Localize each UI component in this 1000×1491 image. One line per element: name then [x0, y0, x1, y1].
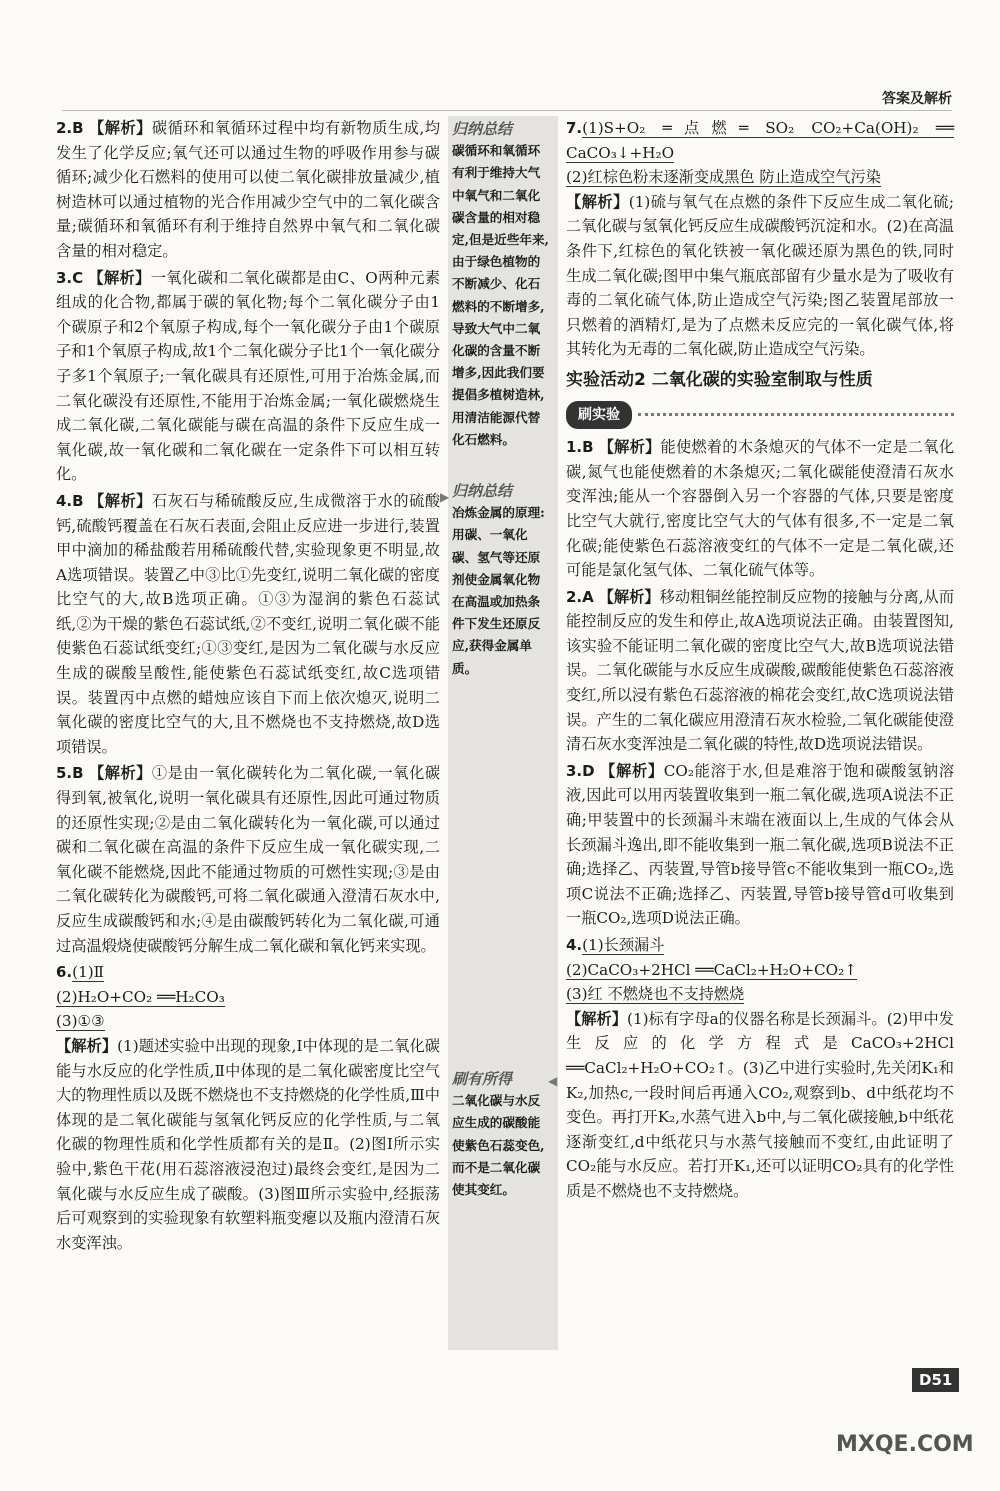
dotted-divider — [638, 413, 954, 416]
answer-6 — [56, 960, 440, 1255]
answer-4 — [56, 489, 440, 760]
pointer-arrow-icon: ◀ — [548, 1074, 558, 1088]
analysis-text: (1)题述实验中出现的现象,Ⅰ中体现的是二氧化碳能与水反应的化学性质,Ⅱ中体现的是二氧化碳密度比空气大的物理性质以及既不燃烧也不支持燃烧的化学性质,Ⅲ中体现的是二氧化碳能与氢氧化钙反应的化学性质,与二氧化碳的物理性质和化学性质都有关的是Ⅱ。(2)图Ⅰ所示实验中,紫色干花(用石蕊溶液浸泡过)最终会变红,是因为二氧化碳与水反应生成了碳酸。(3)图Ⅲ所示实验中,经振荡后可观察到的实验现象有软塑料瓶变瘪以及瓶内澄清石灰水变浑浊。 — [56, 1036, 440, 1252]
lab-answer-4 — [566, 933, 954, 1204]
analysis-text: 能使燃着的木条熄灭的气体不一定是二氧化碳,氮气也能使燃着的木条熄灭;二氧化碳能使澄清石灰水变浑浊;能从一个容器倒入另一个容器的气体,只要是密度比空气大就行,密度比空气大的气体有很多,不一定是二氧化碳;能使紫色石蕊溶液变红的气体不一定是二氧化碳,还可能是氯化氢气体、二氧化硫气体等。 — [566, 438, 955, 580]
tip-summary-1 — [452, 118, 552, 451]
analysis-text: (1)标有字母a的仪器名称是长颈漏斗。(2)甲中发生反应的化学方程式是CaCO₃+2HCl ══CaCl₂+H₂O+CO₂↑。(3)乙中进行实验时,先关闭K₁和K₂,加热c,一段时间后再通入CO₂,观察到b、d中纸花均不变色。再打开K₂,水蒸气进入b中,与二氧化碳接触,b中纸花逐渐变红,d中纸花只与水蒸气接触而不变红,由此证明了CO₂能与水反应。若打开K₁,还可以证明CO₂具有的化学性质是不燃烧也不支持燃烧。 — [566, 1009, 954, 1200]
section-title: 实验活动2 二氧化碳的实验室制取与性质 — [566, 369, 873, 390]
answer-part-2: (2)红棕色粉末逐渐变成黑色 防止造成空气污染 — [566, 168, 881, 187]
tip-text: 碳循环和氧循环有利于维持大气中氧气和二氧化碳含量的相对稳定,但是近些年来,由于绿色植物的不断减少、化石燃料的不断增多,导致大气中二氧化碳的含量不断增多,因此我们要提倡多植树造林,用清洁能源代替化石燃料。 — [452, 143, 549, 447]
analysis-label: 【解析】 — [56, 1036, 118, 1055]
question-number: 7. — [566, 119, 583, 137]
analysis-text: 石灰石与稀硫酸反应,生成微溶于水的硫酸钙,硫酸钙覆盖在石灰石表面,会阻止反应进一步进行,装置甲中滴加的稀盐酸若用稀硫酸代替,实验现象更不明显,故A选项错误。装置乙中③比①先变红,说明二氧化碳的密度比空气的大,故B选项正确。①③为湿润的紫色石蕊试纸,②为干燥的紫色石蕊试纸,②不变红,说明二氧化碳不能使紫色石蕊试纸变红;①③变红,是因为二氧化碳与水反应生成的碳酸呈酸性,能使紫色石蕊试纸变红,故C选项错误。装置丙中点燃的蜡烛应该自下而上依次熄灭,说明二氧化碳的密度比空气的大,且不燃烧也不支持燃烧,故D选项错误。 — [56, 491, 441, 756]
answer-3 — [56, 266, 440, 487]
tip-text: 冶炼金属的原理:用碳、一氧化碳、氢气等还原剂使金属氧化物在高温或加热条件下发生还原反应,获得金属单质。 — [452, 505, 545, 676]
lab-answer-1 — [566, 435, 954, 583]
tip-gain — [452, 1068, 552, 1201]
analysis-text: 移动粗铜丝能控制反应物的接触与分离,从而能控制反应的发生和停止,故A选项说法正确。由装置图知,该实验不能证明二氧化碳的密度比空气大,故B选项说法错误。二氧化碳能与水反应生成碳酸,碳酸能使紫色石蕊溶液变红,所以浸有紫色石蕊溶液的棉花会变红,故C选项说法错误。产生的二氧化碳应用澄清石灰水检验,二氧化碳能使澄清石灰水变浑浊是二氧化碳的特性,故D选项说法错误。 — [566, 587, 955, 754]
tip-text: 二氧化碳与水反应生成的碳酸能使紫色石蕊变色,而不是二氧化碳使其变红。 — [452, 1093, 545, 1198]
answer-5 — [56, 761, 440, 958]
analysis-label: 【解析】 — [566, 192, 629, 211]
analysis-text: (1)硫与氧气在点燃的条件下反应生成二氧化硫;二氧化碳与氢氧化钙反应生成碳酸钙沉淀和水。(2)在高温条件下,红棕色的氧化铁被一氧化碳还原为黑色的铁,同时生成二氧化碳;图甲中集气瓶底部留有少量水是为了吸收有毒的二氧化硫气体,防止造成空气污染;图乙装置尾部放一只燃着的酒精灯,是为了点燃未反应完的一氧化碳气体,将其转化为无毒的二氧化碳,防止造成空气污染。 — [566, 192, 954, 359]
answer-part-3: (3)红 不燃烧也不支持燃烧 — [566, 985, 745, 1004]
tip-summary-2 — [452, 480, 552, 680]
answer-2 — [56, 116, 440, 264]
tip-title: 归纳总结 — [452, 120, 513, 138]
tip-title: 归纳总结 — [452, 482, 513, 500]
analysis-label: 【解析】 — [600, 761, 664, 780]
tip-title: 刷有所得 — [452, 1070, 513, 1088]
analysis-text: CO₂能溶于水,但是难溶于饱和碳酸氢钠溶液,因此可以用丙装置收集到一瓶二氧化碳,选项A说法不正确;甲装置中的长颈漏斗末端在液面以上,生成的气体会从长颈漏斗逸出,即不能收集到一瓶二氧化碳,选项B说法不正确;选择乙、丙装置,导管b接导管c不能收集到一瓶CO₂,选项C说法不正确;选择乙、丙装置,导管b接导管d可收集到一瓶CO₂,选项D说法正确。 — [566, 761, 955, 928]
pointer-arrow-icon: ▶ — [440, 490, 450, 504]
answer-part-2: (2)CaCO₃+2HCl ══CaCl₂+H₂O+CO₂↑ — [566, 960, 857, 979]
answer-part-1: (1)长颈漏斗 — [582, 936, 665, 954]
left-column — [56, 116, 440, 1257]
header-divider — [62, 110, 952, 111]
question-number: 1.B — [566, 438, 594, 457]
lab-answer-2 — [566, 585, 954, 757]
practice-badge-bar — [566, 401, 954, 430]
question-number: 6. — [56, 963, 73, 982]
page-header: 答案及解析 — [882, 91, 952, 107]
answer-part-1: (1)Ⅱ — [72, 963, 104, 982]
question-number: 5.B — [56, 764, 84, 783]
analysis-label: 【解析】 — [598, 438, 661, 457]
analysis-text: 一氧化碳和二氧化碳都是由C、O两种元素组成的化合物,都属于碳的氧化物;每个二氧化碳分子由1个碳原子和2个氧原子构成,每个一氧化碳分子由1个碳原子和1个氧原子构成,故1个二氧化碳分子比1个一氧化碳分子多1个氧原子;一氧化碳具有还原性,可用于冶炼金属,而二氧化碳没有还原性,不能用于冶炼金属;一氧化碳燃烧生成二氧化碳,二氧化碳能与碳在高温的条件下反应生成一氧化碳,故一氧化碳和二氧化碳在一定条件下可以相互转化。 — [56, 268, 441, 484]
question-number: 3.D — [566, 761, 595, 780]
right-column — [566, 116, 954, 1206]
analysis-label: 【解析】 — [566, 1009, 628, 1028]
analysis-label: 【解析】 — [88, 268, 151, 287]
analysis-text: ①是由一氧化碳转化为二氧化碳,一氧化碳得到氧,被氧化,说明一氧化碳具有还原性,因此可通过物质的还原性实现;②是由二氧化碳转化为一氧化碳,可以通过碳和二氧化碳在高温的条件下反应生成一氧化碳实现,二氧化碳不能燃烧,因此不能通过物质的可燃性实现;③是由二氧化碳转化为碳酸钙,可将二氧化碳通入澄清石灰水中,反应生成碳酸钙和水;④是由碳酸钙转化为二氧化碳,可通过高温煅烧使碳酸钙分解生成二氧化碳和氧化钙来实现。 — [56, 764, 441, 955]
answer-7 — [566, 116, 954, 362]
question-number: 2.B — [56, 119, 84, 137]
question-number: 3.C — [56, 268, 84, 287]
watermark-logo: MXQE.COM — [836, 1432, 974, 1457]
analysis-label: 【解析】 — [88, 119, 152, 137]
answer-part-2: (2)H₂O+CO₂ ══H₂CO₃ — [56, 987, 225, 1006]
answer-part-3: (3)①③ — [56, 1012, 105, 1031]
analysis-label: 【解析】 — [598, 587, 660, 606]
analysis-text: 碳循环和氧循环过程中均有新物质生成,均发生了化学反应;氧气还可以通过生物的呼吸作用参与碳循环;减少化石燃料的使用可以使二氧化碳排放量减少,植树造林可以通过植物的光合作用减少空气中的二氧化碳含量;碳循环和氧循环有利于维持自然界中氧气和二氧化碳含量的相对稳定。 — [56, 119, 441, 260]
analysis-label: 【解析】 — [88, 764, 152, 783]
lab-answer-3 — [566, 759, 954, 931]
analysis-label: 【解析】 — [88, 491, 152, 510]
question-number: 4.B — [56, 491, 84, 510]
page-number: D51 — [912, 1368, 959, 1392]
practice-badge: 刷实验 — [566, 401, 632, 430]
question-number: 4. — [566, 936, 583, 954]
answer-part-1: (1)S+O₂ ═点燃═ SO₂ CO₂+Ca(OH)₂ ══ CaCO₃↓+H₂O — [566, 119, 954, 162]
question-number: 2.A — [566, 587, 594, 606]
